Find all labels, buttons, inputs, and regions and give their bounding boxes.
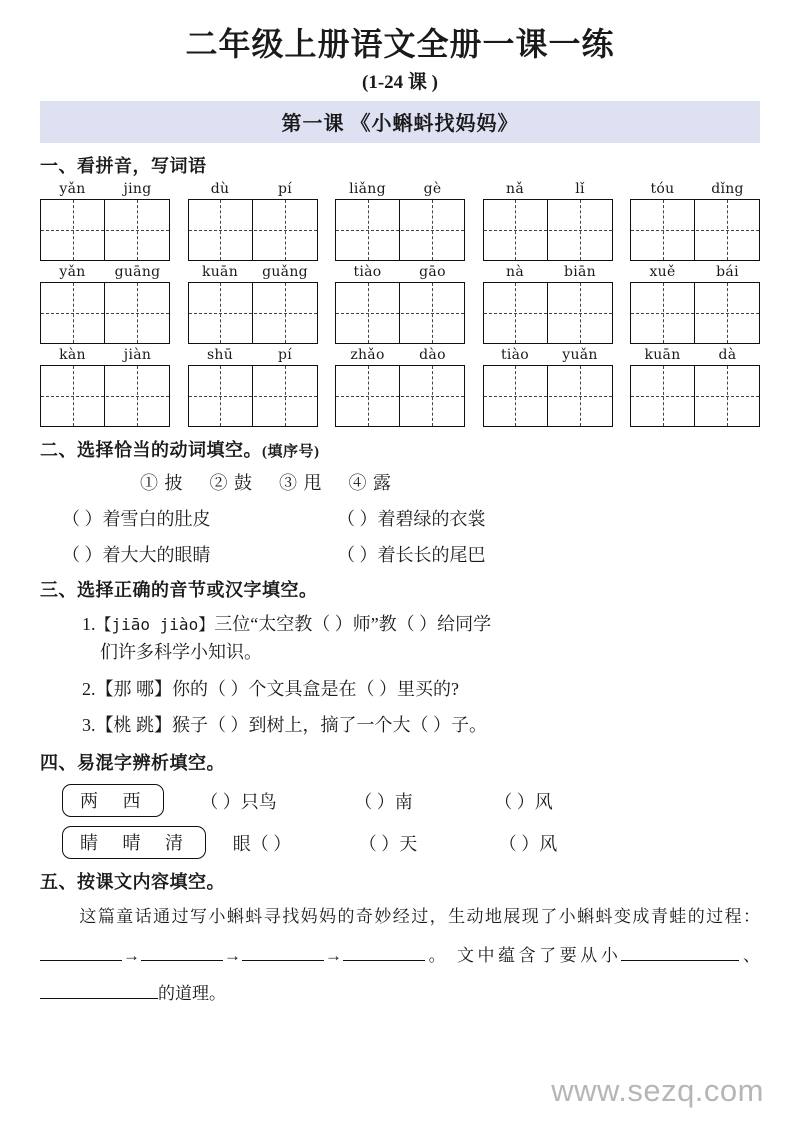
arrow-symbol: → bbox=[224, 945, 241, 965]
tianzige-box[interactable] bbox=[335, 282, 465, 344]
pinyin-syllable: bái bbox=[716, 263, 739, 280]
tianzige-box[interactable] bbox=[483, 282, 613, 344]
section-three-heading: 三、选择正确的音节或汉字填空。 bbox=[40, 579, 318, 600]
pinyin-label bbox=[630, 264, 760, 282]
pinyin-syllable: tiào bbox=[353, 263, 382, 280]
pinyin-grid-block bbox=[483, 347, 613, 427]
section-five-paragraph bbox=[40, 898, 760, 1013]
confusable-char-row bbox=[40, 784, 760, 817]
question-bracket-choices[interactable]: 【那 哪】 bbox=[95, 678, 172, 699]
pinyin-syllable: dù bbox=[210, 180, 230, 197]
tianzige-cell[interactable] bbox=[253, 366, 317, 426]
pinyin-label bbox=[188, 181, 318, 199]
pinyin-syllable: nǎ bbox=[506, 180, 524, 197]
tianzige-box[interactable] bbox=[630, 282, 760, 344]
question-bracket-choices[interactable]: 【jiāo jiào】 bbox=[95, 614, 215, 634]
confusable-fill-item[interactable]: （ ）只鸟 bbox=[200, 791, 277, 812]
answer-blank[interactable] bbox=[141, 944, 223, 961]
pinyin-syllable: zhǎo bbox=[350, 346, 385, 363]
site-watermark: www.sezq.com bbox=[551, 1073, 764, 1108]
paragraph-text-part3: 文中蕴含了要从小 bbox=[456, 945, 622, 965]
tianzige-box[interactable] bbox=[483, 365, 613, 427]
tianzige-box[interactable] bbox=[188, 282, 318, 344]
pinyin-grid-block bbox=[188, 347, 318, 427]
tianzige-cell[interactable] bbox=[336, 366, 400, 426]
verb-fill-row bbox=[40, 541, 760, 567]
pinyin-syllable: tiào bbox=[500, 346, 530, 363]
verb-option[interactable]: ② 鼓 bbox=[209, 472, 253, 493]
pinyin-syllable: guāng bbox=[114, 263, 161, 280]
pinyin-syllable: xuě bbox=[649, 263, 676, 280]
tianzige-cell[interactable] bbox=[253, 283, 317, 343]
question-number: 1. bbox=[82, 613, 96, 634]
question-text[interactable]: 猴子（ ）到树上，摘了一个大（ ）子。 bbox=[172, 715, 487, 736]
pinyin-grid-block bbox=[40, 181, 170, 261]
verb-fill-item[interactable]: （ ）着雪白的肚皮 bbox=[62, 508, 211, 529]
tianzige-cell[interactable] bbox=[189, 283, 253, 343]
section-four-heading: 四、易混字辨析填空。 bbox=[40, 753, 225, 774]
pinyin-grid-row bbox=[40, 181, 760, 261]
pinyin-syllable: jiàn bbox=[123, 346, 152, 363]
tianzige-cell[interactable] bbox=[105, 200, 169, 260]
pinyin-syllable: kàn bbox=[59, 346, 86, 363]
tianzige-box[interactable] bbox=[40, 199, 170, 261]
pinyin-syllable: shū bbox=[206, 346, 234, 363]
tianzige-cell[interactable] bbox=[41, 283, 105, 343]
confusable-fill-item[interactable]: （ ）风 bbox=[498, 833, 558, 854]
tianzige-cell[interactable] bbox=[41, 366, 105, 426]
tianzige-cell[interactable] bbox=[336, 200, 400, 260]
arrow-symbol: → bbox=[325, 945, 342, 965]
tianzige-cell[interactable] bbox=[336, 283, 400, 343]
tianzige-cell[interactable] bbox=[484, 366, 548, 426]
pinyin-syllable: yǎn bbox=[59, 180, 86, 197]
pinyin-grid-block bbox=[335, 347, 465, 427]
tianzige-cell[interactable] bbox=[105, 366, 169, 426]
pinyin-syllable: tóu bbox=[650, 180, 675, 197]
pinyin-syllable: kuān bbox=[201, 263, 239, 280]
pinyin-label bbox=[483, 347, 613, 365]
answer-blank[interactable] bbox=[343, 944, 425, 961]
section-three-question bbox=[40, 712, 760, 740]
section-two-heading bbox=[40, 436, 760, 462]
tianzige-cell[interactable] bbox=[548, 200, 612, 260]
pinyin-syllable: dǐng bbox=[711, 180, 744, 197]
pinyin-label bbox=[40, 347, 170, 365]
tianzige-cell[interactable] bbox=[400, 200, 464, 260]
pinyin-syllable: dà bbox=[718, 346, 737, 363]
pinyin-syllable: dào bbox=[419, 346, 446, 363]
answer-blank[interactable] bbox=[40, 944, 122, 961]
pinyin-grid-block bbox=[630, 347, 760, 427]
section-five-heading: 五、按课文内容填空。 bbox=[40, 872, 225, 893]
arrow-symbol: → bbox=[123, 945, 140, 965]
section-two-heading-note: (填序号) bbox=[262, 443, 320, 460]
question-bracket-choices[interactable]: 【桃 跳】 bbox=[95, 715, 172, 736]
answer-blank[interactable] bbox=[621, 944, 739, 961]
tianzige-box[interactable] bbox=[483, 199, 613, 261]
tianzige-box[interactable] bbox=[188, 365, 318, 427]
pinyin-syllable: kuān bbox=[644, 346, 681, 363]
confusable-fill-item[interactable]: （ ）天 bbox=[358, 833, 418, 854]
pinyin-grid-block bbox=[188, 264, 318, 344]
pinyin-label bbox=[40, 181, 170, 199]
pinyin-grid-block bbox=[40, 264, 170, 344]
pinyin-syllable: nà bbox=[506, 263, 524, 280]
pinyin-syllable: gè bbox=[423, 180, 442, 197]
question-number: 2. bbox=[82, 678, 96, 699]
confusable-char-row bbox=[40, 826, 760, 859]
confusable-fill-items bbox=[206, 830, 598, 856]
answer-blank[interactable] bbox=[40, 982, 158, 999]
pinyin-syllable: yuǎn bbox=[562, 346, 598, 363]
pinyin-grid-block bbox=[483, 181, 613, 261]
section-three-question bbox=[40, 611, 760, 667]
verb-fill-item[interactable]: （ ）着碧绿的衣裳 bbox=[337, 508, 486, 529]
pinyin-grid-block bbox=[483, 264, 613, 344]
tianzige-cell[interactable] bbox=[105, 283, 169, 343]
tianzige-box[interactable] bbox=[40, 282, 170, 344]
pinyin-grid-block bbox=[630, 264, 760, 344]
verb-option[interactable]: ③ 甩 bbox=[279, 472, 323, 493]
pinyin-syllable: pí bbox=[277, 346, 293, 363]
confusable-fill-item[interactable]: 眼（ ） bbox=[232, 833, 292, 854]
pinyin-label bbox=[483, 181, 613, 199]
tianzige-cell[interactable] bbox=[548, 283, 612, 343]
tianzige-cell[interactable] bbox=[695, 283, 759, 343]
tianzige-cell[interactable] bbox=[631, 283, 695, 343]
tianzige-box[interactable] bbox=[630, 199, 760, 261]
pinyin-label bbox=[335, 181, 465, 199]
pinyin-syllable: biān bbox=[563, 263, 596, 280]
verb-option-row bbox=[40, 469, 760, 495]
tianzige-cell[interactable] bbox=[400, 283, 464, 343]
section-three-question bbox=[40, 676, 760, 704]
pinyin-grid-block bbox=[630, 181, 760, 261]
tianzige-cell[interactable] bbox=[253, 200, 317, 260]
question-text[interactable]: 你的（ ）个文具盒是在（ ）里买的? bbox=[172, 678, 459, 699]
tianzige-cell[interactable] bbox=[189, 200, 253, 260]
verb-option[interactable]: ① 披 bbox=[140, 472, 184, 493]
confusable-char-box[interactable]: 两 西 bbox=[62, 784, 164, 817]
pinyin-syllable: guǎng bbox=[262, 263, 308, 280]
pinyin-label bbox=[335, 264, 465, 282]
confusable-fill-items bbox=[164, 788, 594, 814]
section-two-heading-main: 二、选择恰当的动词填空。 bbox=[40, 439, 262, 460]
paragraph-text-part4: 、 bbox=[739, 945, 760, 965]
tianzige-cell[interactable] bbox=[548, 366, 612, 426]
pinyin-syllable: lǐ bbox=[575, 180, 585, 197]
verb-fill-item[interactable]: （ ）着长长的尾巴 bbox=[337, 544, 486, 565]
pinyin-grid-block bbox=[40, 347, 170, 427]
question-text-continued[interactable]: 们许多科学小知识。 bbox=[100, 641, 262, 662]
tianzige-cell[interactable] bbox=[631, 366, 695, 426]
pinyin-syllable: jing bbox=[123, 180, 152, 197]
page-title: 二年级上册语文全册一课一练 bbox=[185, 26, 615, 62]
pinyin-syllable: pí bbox=[277, 180, 293, 197]
pinyin-label bbox=[630, 347, 760, 365]
answer-blank[interactable] bbox=[242, 944, 324, 961]
tianzige-box[interactable] bbox=[335, 365, 465, 427]
tianzige-cell[interactable] bbox=[484, 283, 548, 343]
paragraph-text-part2: 。 bbox=[425, 945, 450, 965]
tianzige-cell[interactable] bbox=[189, 366, 253, 426]
page-subtitle: (1-24 课 ) bbox=[362, 71, 438, 93]
pinyin-label bbox=[188, 347, 318, 365]
lesson-banner: 第一课 《小蝌蚪找妈妈》 bbox=[40, 101, 760, 143]
tianzige-box[interactable] bbox=[630, 365, 760, 427]
paragraph-text-part1: 这篇童话通过写小蝌蚪寻找妈妈的奇妙经过，生动地展现了小蝌蚪变成青蛙的过程： bbox=[78, 907, 760, 927]
pinyin-label bbox=[188, 264, 318, 282]
pinyin-grid-row bbox=[40, 347, 760, 427]
verb-fill-row bbox=[40, 505, 760, 531]
paragraph-text-part5: 的道理。 bbox=[158, 983, 226, 1003]
tianzige-box[interactable] bbox=[188, 199, 318, 261]
confusable-fill-item[interactable]: （ ）风 bbox=[494, 791, 553, 812]
section-one-heading: 一、看拼音，写词语 bbox=[40, 155, 207, 176]
pinyin-syllable: yǎn bbox=[59, 263, 86, 280]
pinyin-grid-block bbox=[188, 181, 318, 261]
tianzige-cell[interactable] bbox=[695, 200, 759, 260]
tianzige-box[interactable] bbox=[335, 199, 465, 261]
tianzige-cell[interactable] bbox=[631, 200, 695, 260]
confusable-fill-item[interactable]: （ ）南 bbox=[354, 791, 413, 812]
question-text[interactable]: 三位“太空教（ ）师”教（ ）给同学 bbox=[214, 613, 492, 634]
pinyin-label bbox=[483, 264, 613, 282]
tianzige-box[interactable] bbox=[40, 365, 170, 427]
verb-option[interactable]: ④ 露 bbox=[348, 472, 392, 493]
pinyin-label bbox=[335, 347, 465, 365]
tianzige-cell[interactable] bbox=[41, 200, 105, 260]
question-number: 3. bbox=[82, 715, 96, 736]
confusable-char-box[interactable]: 睛 晴 清 bbox=[62, 826, 206, 859]
pinyin-syllable: liǎng bbox=[349, 180, 386, 197]
tianzige-cell[interactable] bbox=[400, 366, 464, 426]
pinyin-grid-block bbox=[335, 181, 465, 261]
pinyin-label bbox=[40, 264, 170, 282]
verb-fill-item[interactable]: （ ）着大大的眼睛 bbox=[62, 544, 211, 565]
pinyin-grid-row bbox=[40, 264, 760, 344]
tianzige-cell[interactable] bbox=[484, 200, 548, 260]
pinyin-label bbox=[630, 181, 760, 199]
pinyin-grid-block bbox=[335, 264, 465, 344]
pinyin-syllable: gāo bbox=[419, 263, 446, 280]
tianzige-cell[interactable] bbox=[695, 366, 759, 426]
